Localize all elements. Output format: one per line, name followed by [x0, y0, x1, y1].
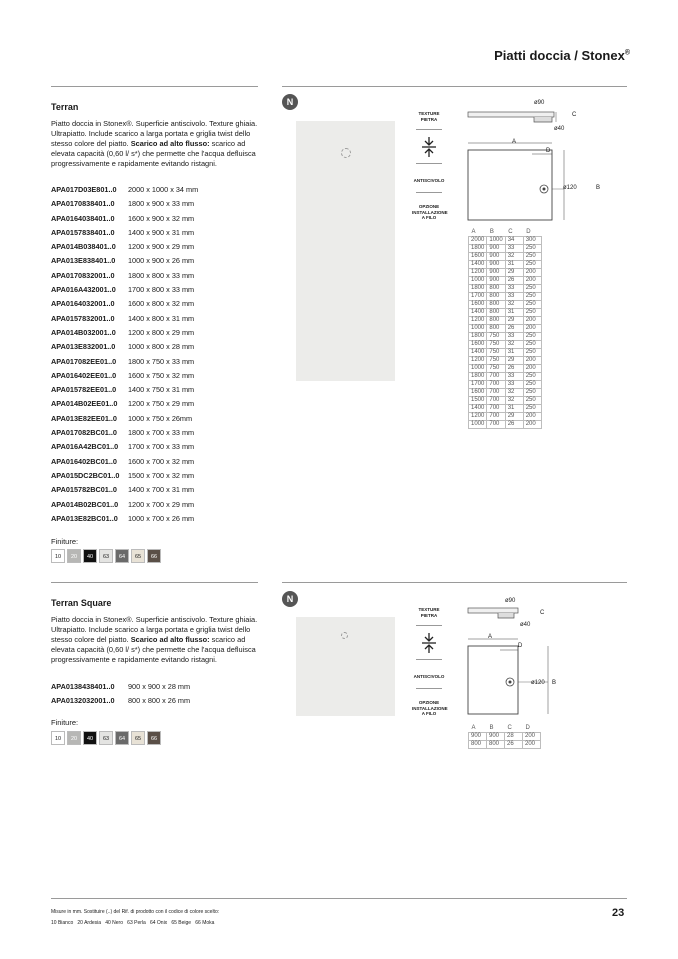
table-row	[469, 284, 542, 292]
table-cell: 200	[523, 412, 541, 420]
column-header: D	[526, 228, 531, 235]
table-cell: 29	[505, 356, 523, 364]
product-code: APA017082BC01..0	[51, 428, 117, 438]
product-size: 1800 x 900 x 33 mm	[128, 199, 195, 209]
column-header: B	[489, 228, 494, 235]
footer-colors: 10 Bianco 20 Ardesia 40 Nero 63 Perla 64 Onix 65 Beige 66 Moka	[51, 920, 215, 926]
finish-swatches	[51, 731, 161, 745]
table-row	[469, 292, 542, 300]
product-code: APA016402BC01..0	[51, 456, 117, 466]
feature-installazione-a-filo: OPZIONE INSTALLAZIONE A FILO	[412, 204, 448, 220]
dim-d40: ø40	[554, 126, 565, 132]
finish-swatch-63: 63	[99, 549, 113, 563]
product-row	[51, 455, 198, 469]
finiture-label: Finiture:	[51, 718, 79, 727]
product-row	[51, 355, 198, 369]
section-divider	[282, 86, 627, 87]
product-code: APA0132032001..0	[51, 696, 115, 706]
feature-antiscivolo: ANTISCIVOLO	[413, 674, 445, 679]
table-cell: 26	[505, 276, 523, 284]
description-text: Piatto doccia in Stonex®. Superficie antiscivolo. Texture ghiaia. Ultrapiatto. Include scarico a larga portata e griglia twist dello stesso colore del piatto.	[51, 119, 258, 148]
table-cell: 1400	[469, 260, 487, 268]
dim-d90: ø90	[534, 100, 545, 106]
table-cell: 1400	[469, 308, 487, 316]
product-code: APA0157832001..0	[51, 313, 115, 323]
product-size: 1400 x 800 x 31 mm	[128, 313, 195, 323]
table-cell: 1700	[469, 292, 487, 300]
product-code: APA013E832001..0	[51, 342, 116, 352]
product-row	[51, 369, 198, 383]
table-header-row	[469, 228, 542, 236]
table-cell: 700	[487, 420, 505, 428]
table-cell: 900	[487, 732, 505, 740]
table-cell: 33	[505, 372, 523, 380]
product-size: 1200 x 900 x 29 mm	[128, 242, 195, 252]
product-size: 1000 x 900 x 26 mm	[128, 256, 195, 266]
product-code: APA014B038401..0	[51, 242, 116, 252]
finish-swatch-66: 66	[147, 731, 161, 745]
page-number: 23	[612, 907, 625, 919]
table-cell: 29	[505, 268, 523, 276]
table-cell: 800	[487, 292, 505, 300]
table-cell: 1800	[469, 372, 487, 380]
table-cell: 250	[523, 348, 541, 356]
table-cell: 26	[505, 364, 523, 372]
table-row	[469, 244, 542, 252]
description-text-2: scarico ad elevata capacità (0,60 l/ s*) che permette che l'acqua defluisca progressivamente e rapidamente evitando ristagni.	[51, 635, 256, 664]
technical-drawing	[464, 596, 574, 721]
product-photo	[296, 121, 395, 381]
divider	[416, 625, 442, 626]
table-cell: 700	[487, 380, 505, 388]
table-cell: 750	[487, 348, 505, 356]
product-code: APA015782BC01..0	[51, 485, 117, 495]
table-cell: 700	[487, 396, 505, 404]
product-row	[51, 212, 198, 226]
header-title-sup: ®	[624, 49, 630, 57]
table-cell: 1600	[469, 252, 487, 260]
table-row	[469, 364, 542, 372]
table-cell: 33	[505, 284, 523, 292]
drain-icon	[341, 632, 348, 639]
product-row	[51, 254, 198, 268]
section-description	[51, 615, 261, 665]
footer-divider	[51, 898, 627, 899]
table-cell: 26	[505, 324, 523, 332]
table-cell: 1000	[487, 236, 505, 244]
product-row	[51, 226, 198, 240]
dim-b: B	[552, 680, 557, 686]
product-row	[51, 183, 198, 197]
table-cell: 1000	[469, 364, 487, 372]
product-size: 1400 x 700 x 31 mm	[128, 485, 195, 495]
column-header: A	[471, 228, 476, 235]
table-row	[469, 316, 542, 324]
product-size: 1700 x 800 x 33 mm	[128, 285, 195, 295]
product-size: 1000 x 700 x 26 mm	[128, 513, 195, 523]
finish-swatch-65: 65	[131, 549, 145, 563]
section-description	[51, 119, 261, 169]
table-cell: 32	[505, 388, 523, 396]
table-cell: 1200	[469, 412, 487, 420]
drain-icon	[341, 148, 351, 158]
product-row	[51, 498, 198, 512]
new-badge-icon: N	[282, 94, 298, 110]
new-badge-icon: N	[282, 591, 298, 607]
table-cell: 1800	[469, 332, 487, 340]
product-row	[51, 269, 198, 283]
table-row	[469, 340, 542, 348]
section-divider	[51, 86, 258, 87]
table-cell: 800	[487, 740, 505, 748]
table-cell: 250	[523, 404, 541, 412]
description-bold: Scarico ad alto flusso:	[130, 635, 210, 644]
product-row	[51, 469, 198, 483]
table-cell: 250	[523, 340, 541, 348]
product-size: 800 x 800 x 26 mm	[128, 696, 191, 706]
table-cell: 250	[523, 252, 541, 260]
product-size: 1800 x 750 x 33 mm	[128, 356, 195, 366]
product-code: APA016402EE01..0	[51, 370, 117, 380]
table-cell: 1000	[469, 324, 487, 332]
product-size: 1400 x 900 x 31 mm	[128, 227, 195, 237]
feature-texture-pietra: TEXTURE PIETRA	[418, 111, 440, 122]
product-row	[51, 397, 198, 411]
finish-swatch-40: 40	[83, 731, 97, 745]
table-row	[469, 348, 542, 356]
product-size: 1600 x 750 x 32 mm	[128, 370, 195, 380]
table-row	[469, 260, 542, 268]
table-cell: 750	[487, 340, 505, 348]
description-bold: Scarico ad alto flusso:	[130, 139, 210, 148]
section-divider	[282, 582, 627, 583]
product-code: APA016A42BC01..0	[51, 442, 119, 452]
table-cell: 32	[505, 300, 523, 308]
table-cell: 700	[487, 412, 505, 420]
product-size: 1400 x 750 x 31 mm	[128, 385, 195, 395]
dimensions-table	[468, 724, 541, 749]
product-size: 1600 x 900 x 32 mm	[128, 213, 195, 223]
finish-swatch-63: 63	[99, 731, 113, 745]
divider	[416, 688, 442, 689]
product-row	[51, 694, 190, 708]
table-cell: 34	[505, 236, 523, 244]
column-header: C	[508, 228, 513, 235]
table-cell: 200	[523, 740, 541, 748]
table-cell: 33	[505, 332, 523, 340]
table-cell: 250	[523, 308, 541, 316]
dim-c: C	[572, 112, 577, 118]
feature-installazione-a-filo: OPZIONE INSTALLAZIONE A FILO	[412, 700, 448, 716]
table-row	[469, 404, 542, 412]
table-cell: 1000	[469, 276, 487, 284]
divider	[416, 659, 442, 660]
table-cell: 1200	[469, 268, 487, 276]
non-slip-icon	[421, 136, 437, 158]
dim-c: C	[540, 610, 545, 616]
table-cell: 26	[505, 740, 523, 748]
product-code: APA0138438401..0	[51, 682, 115, 691]
table-row	[469, 332, 542, 340]
table-cell: 800	[469, 740, 487, 748]
product-row	[51, 340, 198, 354]
product-size: 1200 x 750 x 29 mm	[128, 399, 195, 409]
feature-texture-pietra: TEXTURE PIETRA	[418, 607, 440, 618]
table-row	[469, 308, 542, 316]
table-cell: 200	[523, 732, 541, 740]
footer-note: Misure in mm. Sostituire (..) del Rif. di prodotto con il codice di colore scelto:	[51, 909, 220, 915]
table-cell: 200	[523, 356, 541, 364]
table-cell: 1800	[469, 244, 487, 252]
table-cell: 900	[469, 732, 487, 740]
table-row	[469, 412, 542, 420]
product-code: APA015782EE01..0	[51, 385, 117, 395]
product-code: APA014B02BC01..0	[51, 499, 119, 509]
finish-swatch-65: 65	[131, 731, 145, 745]
table-cell: 2000	[469, 236, 487, 244]
product-photo	[296, 617, 395, 716]
product-size: 1800 x 700 x 33 mm	[128, 428, 195, 438]
product-code: APA017D03E801..0	[51, 185, 117, 194]
dim-b: B	[596, 185, 601, 191]
table-row	[469, 356, 542, 364]
section-title: Terran Square	[51, 598, 112, 608]
table-cell: 250	[523, 260, 541, 268]
dim-d120: ø120	[563, 185, 577, 191]
table-cell: 250	[523, 332, 541, 340]
table-row	[469, 740, 541, 748]
product-size: 1200 x 700 x 29 mm	[128, 499, 195, 509]
column-header: B	[489, 724, 494, 731]
table-cell: 1700	[469, 380, 487, 388]
table-cell: 250	[523, 284, 541, 292]
table-row	[469, 380, 542, 388]
table-row	[469, 372, 542, 380]
dim-d120: ø120	[531, 680, 545, 686]
product-size: 1000 x 800 x 28 mm	[128, 342, 195, 352]
table-cell: 200	[523, 276, 541, 284]
product-row	[51, 326, 198, 340]
table-cell: 700	[487, 372, 505, 380]
table-cell: 200	[523, 316, 541, 324]
table-cell: 700	[487, 404, 505, 412]
dim-d90: ø90	[505, 598, 516, 604]
table-cell: 1000	[469, 420, 487, 428]
table-cell: 1600	[469, 340, 487, 348]
table-cell: 1800	[469, 284, 487, 292]
finish-swatch-66: 66	[147, 549, 161, 563]
finiture-label: Finiture:	[51, 537, 79, 546]
product-code: APA017082EE01..0	[51, 356, 117, 366]
table-cell: 750	[487, 356, 505, 364]
dim-a: A	[488, 634, 493, 640]
table-cell: 900	[487, 252, 505, 260]
product-row	[51, 312, 198, 326]
table-cell: 200	[523, 324, 541, 332]
finish-swatch-10: 10	[51, 549, 65, 563]
divider	[416, 163, 442, 164]
product-row	[51, 283, 198, 297]
table-cell: 200	[523, 364, 541, 372]
divider	[416, 129, 442, 130]
product-row	[51, 383, 198, 397]
technical-drawing	[464, 98, 614, 226]
header-title-text: Piatti doccia / Stonex	[494, 48, 625, 63]
table-cell: 900	[487, 260, 505, 268]
table-cell: 32	[505, 252, 523, 260]
non-slip-icon	[421, 632, 437, 654]
table-cell: 250	[523, 300, 541, 308]
table-cell: 29	[505, 412, 523, 420]
product-code: APA014B032001..0	[51, 327, 116, 337]
dim-d: D	[518, 643, 523, 649]
product-row	[51, 412, 198, 426]
description-text: Piatto doccia in Stonex®. Superficie antiscivolo. Texture ghiaia. Ultrapiatto. Include scarico a larga portata e griglia twist dello stesso colore del piatto.	[51, 615, 258, 644]
table-cell: 29	[505, 316, 523, 324]
table-cell: 200	[523, 420, 541, 428]
dimensions-table	[468, 228, 542, 429]
product-size: 1200 x 800 x 29 mm	[128, 327, 195, 337]
table-cell: 250	[523, 372, 541, 380]
table-cell: 900	[487, 276, 505, 284]
dim-d: D	[546, 148, 551, 154]
divider	[416, 192, 442, 193]
table-cell: 33	[505, 380, 523, 388]
table-cell: 1400	[469, 348, 487, 356]
finish-swatch-20: 20	[67, 549, 81, 563]
dim-d40: ø40	[520, 622, 531, 628]
product-size: 2000 x 1000 x 34 mm	[128, 185, 199, 194]
table-cell: 1600	[469, 388, 487, 396]
finish-swatch-40: 40	[83, 549, 97, 563]
finish-swatches	[51, 549, 161, 563]
table-cell: 31	[505, 260, 523, 268]
table-cell: 26	[505, 420, 523, 428]
product-row	[51, 680, 190, 694]
table-cell: 31	[505, 348, 523, 356]
table-cell: 300	[523, 236, 541, 244]
table-cell: 900	[487, 268, 505, 276]
table-cell: 250	[523, 380, 541, 388]
product-code: APA0164038401..0	[51, 213, 115, 223]
table-cell: 1400	[469, 404, 487, 412]
table-cell: 1200	[469, 316, 487, 324]
table-cell: 31	[505, 404, 523, 412]
product-code: APA0170832001..0	[51, 270, 115, 280]
table-cell: 750	[487, 364, 505, 372]
table-cell: 33	[505, 292, 523, 300]
table-cell: 800	[487, 300, 505, 308]
table-cell: 700	[487, 388, 505, 396]
table-cell: 250	[523, 396, 541, 404]
page-header-title	[420, 48, 630, 63]
product-row	[51, 512, 198, 526]
table-row	[469, 300, 542, 308]
table-cell: 800	[487, 324, 505, 332]
product-list	[51, 183, 198, 526]
table-cell: 32	[505, 340, 523, 348]
table-row	[469, 324, 542, 332]
product-code: APA014B02EE01..0	[51, 399, 118, 409]
finish-swatch-10: 10	[51, 731, 65, 745]
product-code: APA0170838401..0	[51, 199, 115, 209]
table-row	[469, 236, 542, 244]
table-row	[469, 268, 542, 276]
table-cell: 1600	[469, 300, 487, 308]
product-row	[51, 197, 198, 211]
product-row	[51, 426, 198, 440]
dim-a: A	[512, 139, 517, 145]
table-row	[469, 420, 542, 428]
finish-swatch-20: 20	[67, 731, 81, 745]
product-size: 1700 x 700 x 33 mm	[128, 442, 195, 452]
feature-antiscivolo: ANTISCIVOLO	[413, 178, 445, 183]
table-cell: 900	[487, 244, 505, 252]
product-row	[51, 440, 198, 454]
product-code: APA013E82EE01..0	[51, 413, 117, 423]
product-code: APA0157838401..0	[51, 227, 115, 237]
table-cell: 750	[487, 332, 505, 340]
description-text-2: scarico ad elevata capacità (0,60 l/ s*) che permette che l'acqua defluisca progressivamente e rapidamente evitando ristagni.	[51, 139, 256, 168]
table-cell: 250	[523, 388, 541, 396]
column-header: A	[471, 724, 476, 731]
table-cell: 31	[505, 308, 523, 316]
table-row	[469, 396, 542, 404]
product-size: 1000 x 750 x 26mm	[128, 413, 193, 423]
table-cell: 1500	[469, 396, 487, 404]
finish-swatch-64: 64	[115, 549, 129, 563]
table-cell: 800	[487, 284, 505, 292]
product-size: 1600 x 800 x 32 mm	[128, 299, 195, 309]
table-row	[469, 252, 542, 260]
table-cell: 800	[487, 316, 505, 324]
table-cell: 250	[523, 292, 541, 300]
table-cell: 1200	[469, 356, 487, 364]
table-header-row	[469, 724, 541, 732]
product-code: APA013E838401..0	[51, 256, 116, 266]
table-cell: 28	[505, 732, 523, 740]
product-row	[51, 483, 198, 497]
table-cell: 250	[523, 244, 541, 252]
column-header: D	[525, 724, 530, 731]
product-code: APA0164032001..0	[51, 299, 115, 309]
table-row	[469, 276, 542, 284]
product-size: 900 x 900 x 28 mm	[128, 682, 191, 691]
table-row	[469, 388, 542, 396]
column-header: C	[507, 724, 512, 731]
product-code: APA013E82BC01..0	[51, 513, 118, 523]
product-code: APA016A432001..0	[51, 285, 116, 295]
table-cell: 32	[505, 396, 523, 404]
product-row	[51, 297, 198, 311]
table-cell: 800	[487, 308, 505, 316]
finish-swatch-64: 64	[115, 731, 129, 745]
section-divider	[51, 582, 258, 583]
product-size: 1500 x 700 x 32 mm	[128, 470, 195, 480]
product-size: 1600 x 700 x 32 mm	[128, 456, 195, 466]
section-title: Terran	[51, 102, 79, 112]
product-size: 1800 x 800 x 33 mm	[128, 270, 195, 280]
table-cell: 33	[505, 244, 523, 252]
product-row	[51, 240, 198, 254]
table-cell: 200	[523, 268, 541, 276]
table-row	[469, 732, 541, 740]
product-code: APA015DC2BC01..0	[51, 470, 120, 480]
product-list	[51, 680, 190, 709]
